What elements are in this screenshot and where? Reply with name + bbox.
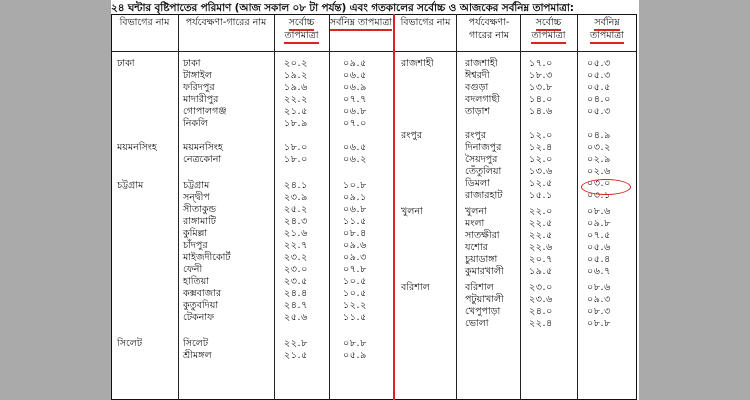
- header-max-left: সর্বোচ্চ তাপমাত্রা: [274, 16, 329, 42]
- left-max-cell: ২৫.৬: [284, 312, 308, 323]
- right-station-cell: রাজশাহী: [465, 58, 498, 69]
- left-station-cell: ফেনী: [183, 264, 203, 275]
- left-station-cell: সন্দ্বীপ: [183, 192, 210, 203]
- highlight-circle: [581, 179, 631, 195]
- right-min-cell: ০৫.৩: [587, 106, 611, 117]
- header-station-right: পর্যবেক্ষণা-গারের নাম: [468, 17, 510, 41]
- left-min-cell: ০৭.৮: [343, 264, 367, 275]
- right-min-cell: ০২.৬: [587, 166, 611, 177]
- right-min-cell: ০৮.৬: [587, 282, 611, 293]
- right-min-cell: ০৩.১: [587, 190, 611, 201]
- left-gray-margin: [0, 0, 111, 400]
- left-max-cell: ১৯.২: [284, 70, 308, 81]
- right-max-cell: ২২.৪: [529, 318, 553, 329]
- right-max-cell: ১৫.১: [529, 190, 553, 201]
- left-min-cell: ০৬.৮: [343, 106, 367, 117]
- left-max-cell: ২১.৬: [284, 228, 308, 239]
- right-division-cell: রাজশাহী: [401, 58, 434, 69]
- right-station-cell: কুমারখালী: [465, 266, 504, 277]
- left-min-cell: ১১.৫: [343, 216, 367, 227]
- left-station-cell: মাইজদীকোর্ট: [183, 252, 231, 263]
- right-station-cell: তাড়াশ: [465, 106, 491, 117]
- right-gray-margin: [639, 0, 750, 400]
- left-min-cell: ০৭.৭: [343, 94, 367, 105]
- right-station-cell: তেঁতুলিয়া: [465, 166, 502, 177]
- right-min-cell: ০৪.৯: [587, 130, 611, 141]
- right-max-cell: ২২.৫: [529, 230, 553, 241]
- left-station-cell: নিকলি: [183, 118, 208, 129]
- header-min-right: সর্বনিম্ন তাপমাত্রা: [577, 16, 637, 42]
- left-station-cell: গোপালগঞ্জ: [183, 106, 227, 117]
- left-station-cell: নেত্রকোনা: [183, 154, 222, 165]
- left-min-cell: ১১.৫: [343, 312, 367, 323]
- header-max-right: সর্বোচ্চ তাপমাত্রা: [520, 16, 577, 42]
- left-max-cell: ২৩.৯: [284, 192, 308, 203]
- left-station-cell: টাঙ্গাইল: [183, 70, 213, 81]
- right-station-cell: খুলনা: [465, 206, 487, 217]
- right-station-cell: মংলা: [465, 218, 485, 229]
- right-min-cell: ০৩.২: [587, 142, 611, 153]
- right-max-cell: ১২.০: [529, 154, 553, 165]
- header-division-right: বিভাগের নাম: [400, 17, 451, 28]
- right-max-cell: ১৩.৬: [529, 166, 553, 177]
- right-min-cell: ০৯.৮: [587, 218, 611, 229]
- header-rule: [111, 51, 637, 52]
- column-divider: [329, 14, 330, 400]
- header-station-left: পর্যবেক্ষণা-গারের নাম: [185, 17, 267, 28]
- left-min-cell: ০৯.৩: [343, 252, 367, 263]
- right-station-cell: চুয়াডাঙ্গা: [465, 254, 498, 265]
- right-max-cell: ১২.০: [529, 130, 553, 141]
- right-max-cell: ২৩.০: [529, 282, 553, 293]
- right-max-cell: ২২.০: [529, 206, 553, 217]
- left-max-cell: ২২.২: [284, 94, 308, 105]
- right-max-cell: ২০.৭: [529, 254, 553, 265]
- left-max-cell: ২২.৮: [284, 338, 308, 349]
- right-max-cell: ১৭.০: [529, 58, 553, 69]
- column-divider: [456, 14, 457, 400]
- left-station-cell: চাঁদপুর: [183, 240, 208, 251]
- left-max-cell: ২৪.১: [284, 180, 308, 191]
- right-min-cell: ০৫.৬: [587, 242, 611, 253]
- column-divider: [274, 14, 275, 400]
- left-station-cell: কক্সবাজার: [183, 288, 222, 299]
- column-divider: [178, 14, 179, 400]
- left-max-cell: ২৫.২: [284, 204, 308, 215]
- right-max-cell: ২২.৫: [529, 218, 553, 229]
- left-min-cell: ০৯.৫: [343, 58, 367, 69]
- left-max-cell: ২৩.২: [284, 252, 308, 263]
- right-station-cell: ঈশ্বরদী: [465, 70, 490, 81]
- left-min-cell: ০৮.৮: [343, 338, 367, 349]
- left-max-cell: ১৮.০: [284, 154, 308, 165]
- left-station-cell: কুমিল্লা: [183, 228, 208, 239]
- left-division-cell: ময়মনসিংহ: [117, 142, 157, 153]
- left-division-cell: সিলেট: [117, 338, 143, 349]
- left-station-cell: রাঙ্গামাটি: [183, 216, 216, 227]
- left-max-cell: ১৮.৯: [284, 118, 308, 129]
- right-min-cell: ০৫.৩: [587, 58, 611, 69]
- left-station-cell: ময়মনসিংহ: [183, 142, 223, 153]
- right-max-cell: ১৩.৮: [529, 82, 553, 93]
- left-min-cell: ১০.৫: [343, 288, 367, 299]
- left-division-cell: ঢাকা: [117, 58, 135, 69]
- right-min-cell: ০৮.৮: [587, 318, 611, 329]
- left-min-cell: ০৬.৫: [343, 142, 367, 153]
- header-division-left: বিভাগের নাম: [119, 17, 170, 28]
- left-max-cell: ২০.২: [284, 58, 308, 69]
- right-station-cell: সাতক্ষীরা: [465, 230, 500, 241]
- left-max-cell: ২৩.৫: [284, 276, 308, 287]
- left-station-cell: শ্রীমঙ্গল: [183, 350, 212, 361]
- right-station-cell: ভোলা: [465, 318, 489, 329]
- right-max-cell: ১৯.৫: [529, 266, 553, 277]
- right-min-cell: ০৫.৩: [587, 70, 611, 81]
- left-min-cell: ০৬.২: [343, 154, 367, 165]
- left-min-cell: ১০.৫: [343, 276, 367, 287]
- right-division-cell: খুলনা: [401, 206, 423, 217]
- right-station-cell: ডিমলা: [465, 178, 490, 189]
- left-max-cell: ১৯.৬: [284, 82, 308, 93]
- left-min-cell: ০৮.৪: [343, 228, 367, 239]
- left-min-cell: ১২.২: [343, 300, 367, 311]
- right-max-cell: ১৮.৩: [529, 70, 553, 81]
- left-max-cell: ২৩.০: [284, 264, 308, 275]
- right-station-cell: বরিশাল: [465, 282, 494, 293]
- right-max-cell: ২৪.০: [529, 306, 553, 317]
- left-min-cell: ০৬.৫: [343, 70, 367, 81]
- left-station-cell: কুতুবদিয়া: [183, 300, 219, 311]
- right-min-cell: ০৪.০: [587, 94, 611, 105]
- left-max-cell: ১৮.০: [284, 142, 308, 153]
- weather-table-sheet: [111, 0, 639, 400]
- left-station-cell: মাদারীপুর: [183, 94, 219, 105]
- right-min-cell: ০৮.৬: [587, 206, 611, 217]
- right-station-cell: যশোর: [465, 242, 488, 253]
- left-min-cell: ০৬.৮: [343, 204, 367, 215]
- left-station-cell: টেকনাফ: [183, 312, 215, 323]
- left-min-cell: ০৯.৬: [343, 240, 367, 251]
- table-caption: ২৪ ঘন্টার বৃষ্টিপাতের পরিমাণ (আজ সকাল ০৮ টা পর্যন্ত) এবং গতকালের সর্বোচ্চ ও আজকের সর্বনিম্ন তাপমাত্রা:: [111, 2, 574, 14]
- column-divider: [520, 14, 521, 400]
- right-min-cell: ০৫.৪: [587, 254, 611, 265]
- header-min-left: সর্বনিম্ন তাপমাত্রা: [329, 16, 393, 29]
- right-min-cell: ০৯.৩: [587, 294, 611, 305]
- right-min-cell: ০৭.৫: [587, 230, 611, 241]
- left-max-cell: ২৪.৩: [284, 216, 308, 227]
- right-max-cell: ১৪.০: [529, 94, 553, 105]
- right-min-cell: ০৩.০: [587, 178, 611, 189]
- left-station-cell: হাতিয়া: [183, 276, 209, 287]
- right-min-cell: ০৮.৩: [587, 306, 611, 317]
- right-station-cell: দিনাজপুর: [465, 142, 502, 153]
- left-station-cell: সীতাকুন্ড: [183, 204, 217, 215]
- right-min-cell: ০৬.৭: [587, 266, 611, 277]
- right-station-cell: রাজারহাট: [465, 190, 503, 201]
- right-station-cell: বগুড়া: [465, 82, 489, 93]
- left-min-cell: ১০.৮: [343, 180, 367, 191]
- left-min-cell: ০৭.০: [343, 118, 367, 129]
- right-division-cell: রংপুর: [401, 130, 422, 141]
- column-divider: [577, 14, 578, 400]
- table-center-divider: [393, 14, 395, 400]
- right-station-cell: বদলগাছী: [465, 94, 500, 105]
- left-station-cell: ফরিদপুর: [183, 82, 215, 93]
- right-max-cell: ২৩.৬: [529, 294, 553, 305]
- right-station-cell: পটুয়াখালী: [465, 294, 504, 305]
- right-max-cell: ২২.৬: [529, 242, 553, 253]
- right-min-cell: ০৫.৫: [587, 82, 611, 93]
- left-max-cell: ২১.৫: [284, 106, 308, 117]
- left-station-cell: সিলেট: [183, 338, 209, 349]
- left-station-cell: চট্টগ্রাম: [183, 180, 210, 191]
- right-division-cell: বরিশাল: [401, 282, 430, 293]
- left-max-cell: ২২.৭: [284, 240, 308, 251]
- right-station-cell: সৈয়দপুর: [465, 154, 498, 165]
- right-max-cell: ১৪.৬: [529, 106, 553, 117]
- left-station-cell: ঢাকা: [183, 58, 201, 69]
- right-max-cell: ১২.৪: [529, 142, 553, 153]
- left-max-cell: ২৪.৭: [284, 300, 308, 311]
- right-min-cell: ০২.৯: [587, 154, 611, 165]
- left-min-cell: ০৯.১: [343, 192, 367, 203]
- left-division-cell: চট্টগ্রাম: [117, 180, 144, 191]
- left-min-cell: ০৬.৯: [343, 82, 367, 93]
- right-max-cell: ১২.৫: [529, 178, 553, 189]
- right-station-cell: খেপুপাড়া: [465, 306, 501, 317]
- left-max-cell: ২৪.৪: [284, 288, 308, 299]
- right-station-cell: রংপুর: [465, 130, 486, 141]
- left-min-cell: ০৫.৯: [343, 350, 367, 361]
- left-max-cell: ২১.৫: [284, 350, 308, 361]
